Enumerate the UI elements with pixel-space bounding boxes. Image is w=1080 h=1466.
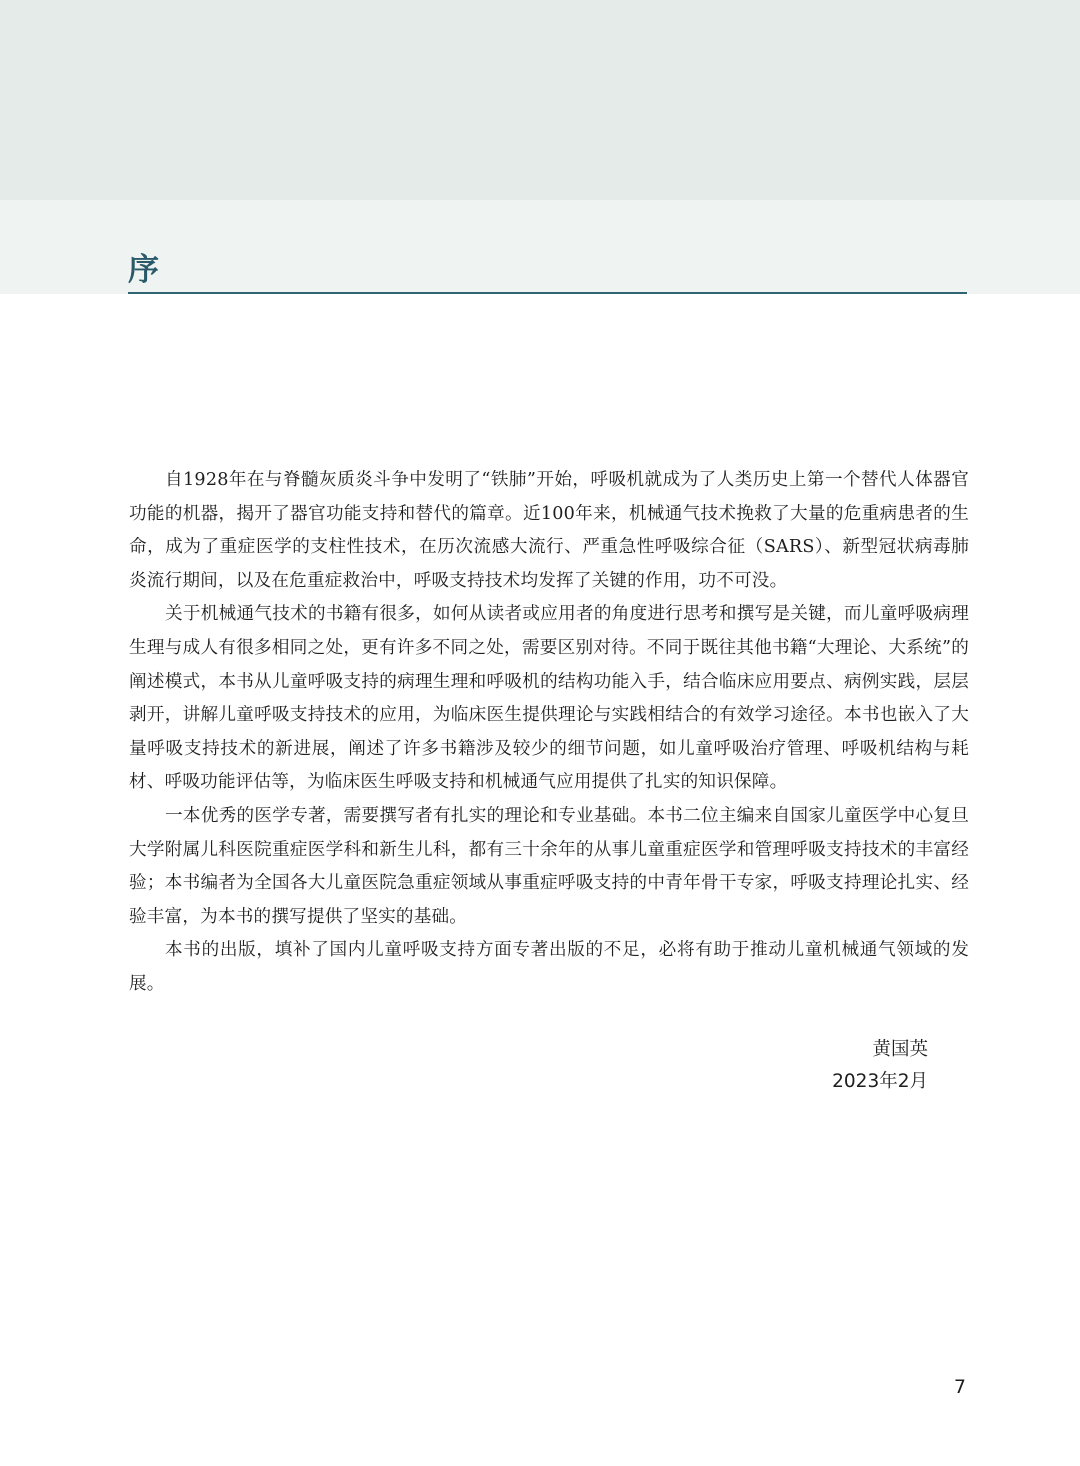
preface-body	[129, 464, 969, 1002]
paragraph-3: 一本优秀的医学专著，需要撰写者有扎实的理论和专业基础。本书二位主编来自国家儿童医学中心复旦大学附属儿科医院重症医学科和新生儿科，都有三十余年的从事儿童重症医学和管理呼吸支持技术的丰富经验；本书编者为全国各大儿童医院急重症领域从事重症呼吸支持的中青年骨干专家，呼吸支持理论扎实、经验丰富，为本书的撰写提供了坚实的基础。	[129, 805, 969, 927]
signature-author: 黄国英	[872, 1039, 928, 1060]
paragraph-1: 自1928年在与脊髓灰质炎斗争中发明了“铁肺”开始，呼吸机就成为了人类历史上第一个替代人体器官功能的机器，揭开了器官功能支持和替代的篇章。近100年来，机械通气技术挽救了大量的危重病患者的生命，成为了重症医学的支柱性技术，在历次流感大流行、严重急性呼吸综合征（SARS）、新型冠状病毒肺炎流行期间，以及在危重症救治中，呼吸支持技术均发挥了关键的作用，功不可没。	[129, 470, 969, 591]
signature-date: 2023年2月	[832, 1071, 928, 1092]
paragraph-2: 关于机械通气技术的书籍有很多，如何从读者或应用者的角度进行思考和撰写是关键，而儿童呼吸病理生理与成人有很多相同之处，更有许多不同之处，需要区别对待。不同于既往其他书籍“大理论、大系统”的阐述模式，本书从儿童呼吸支持的病理生理和呼吸机的结构功能入手，结合临床应用要点、病例实践，层层剥开，讲解儿童呼吸支持技术的应用，为临床医生提供理论与实践相结合的有效学习途径。本书也嵌入了大量呼吸支持技术的新进展，阐述了许多书籍涉及较少的细节问题，如儿童呼吸治疗管理、呼吸机结构与耗材、呼吸功能评估等，为临床医生呼吸支持和机械通气应用提供了扎实的知识保障。	[129, 604, 969, 793]
title-divider	[128, 292, 967, 294]
paragraph-4: 本书的出版，填补了国内儿童呼吸支持方面专著出版的不足，必将有助于推动儿童机械通气领域的发展。	[129, 940, 969, 994]
section-title: 序	[128, 252, 159, 288]
signature-block	[832, 1034, 928, 1098]
title-band	[0, 200, 1080, 294]
page-number: 7	[953, 1376, 966, 1398]
header-band	[0, 0, 1080, 200]
